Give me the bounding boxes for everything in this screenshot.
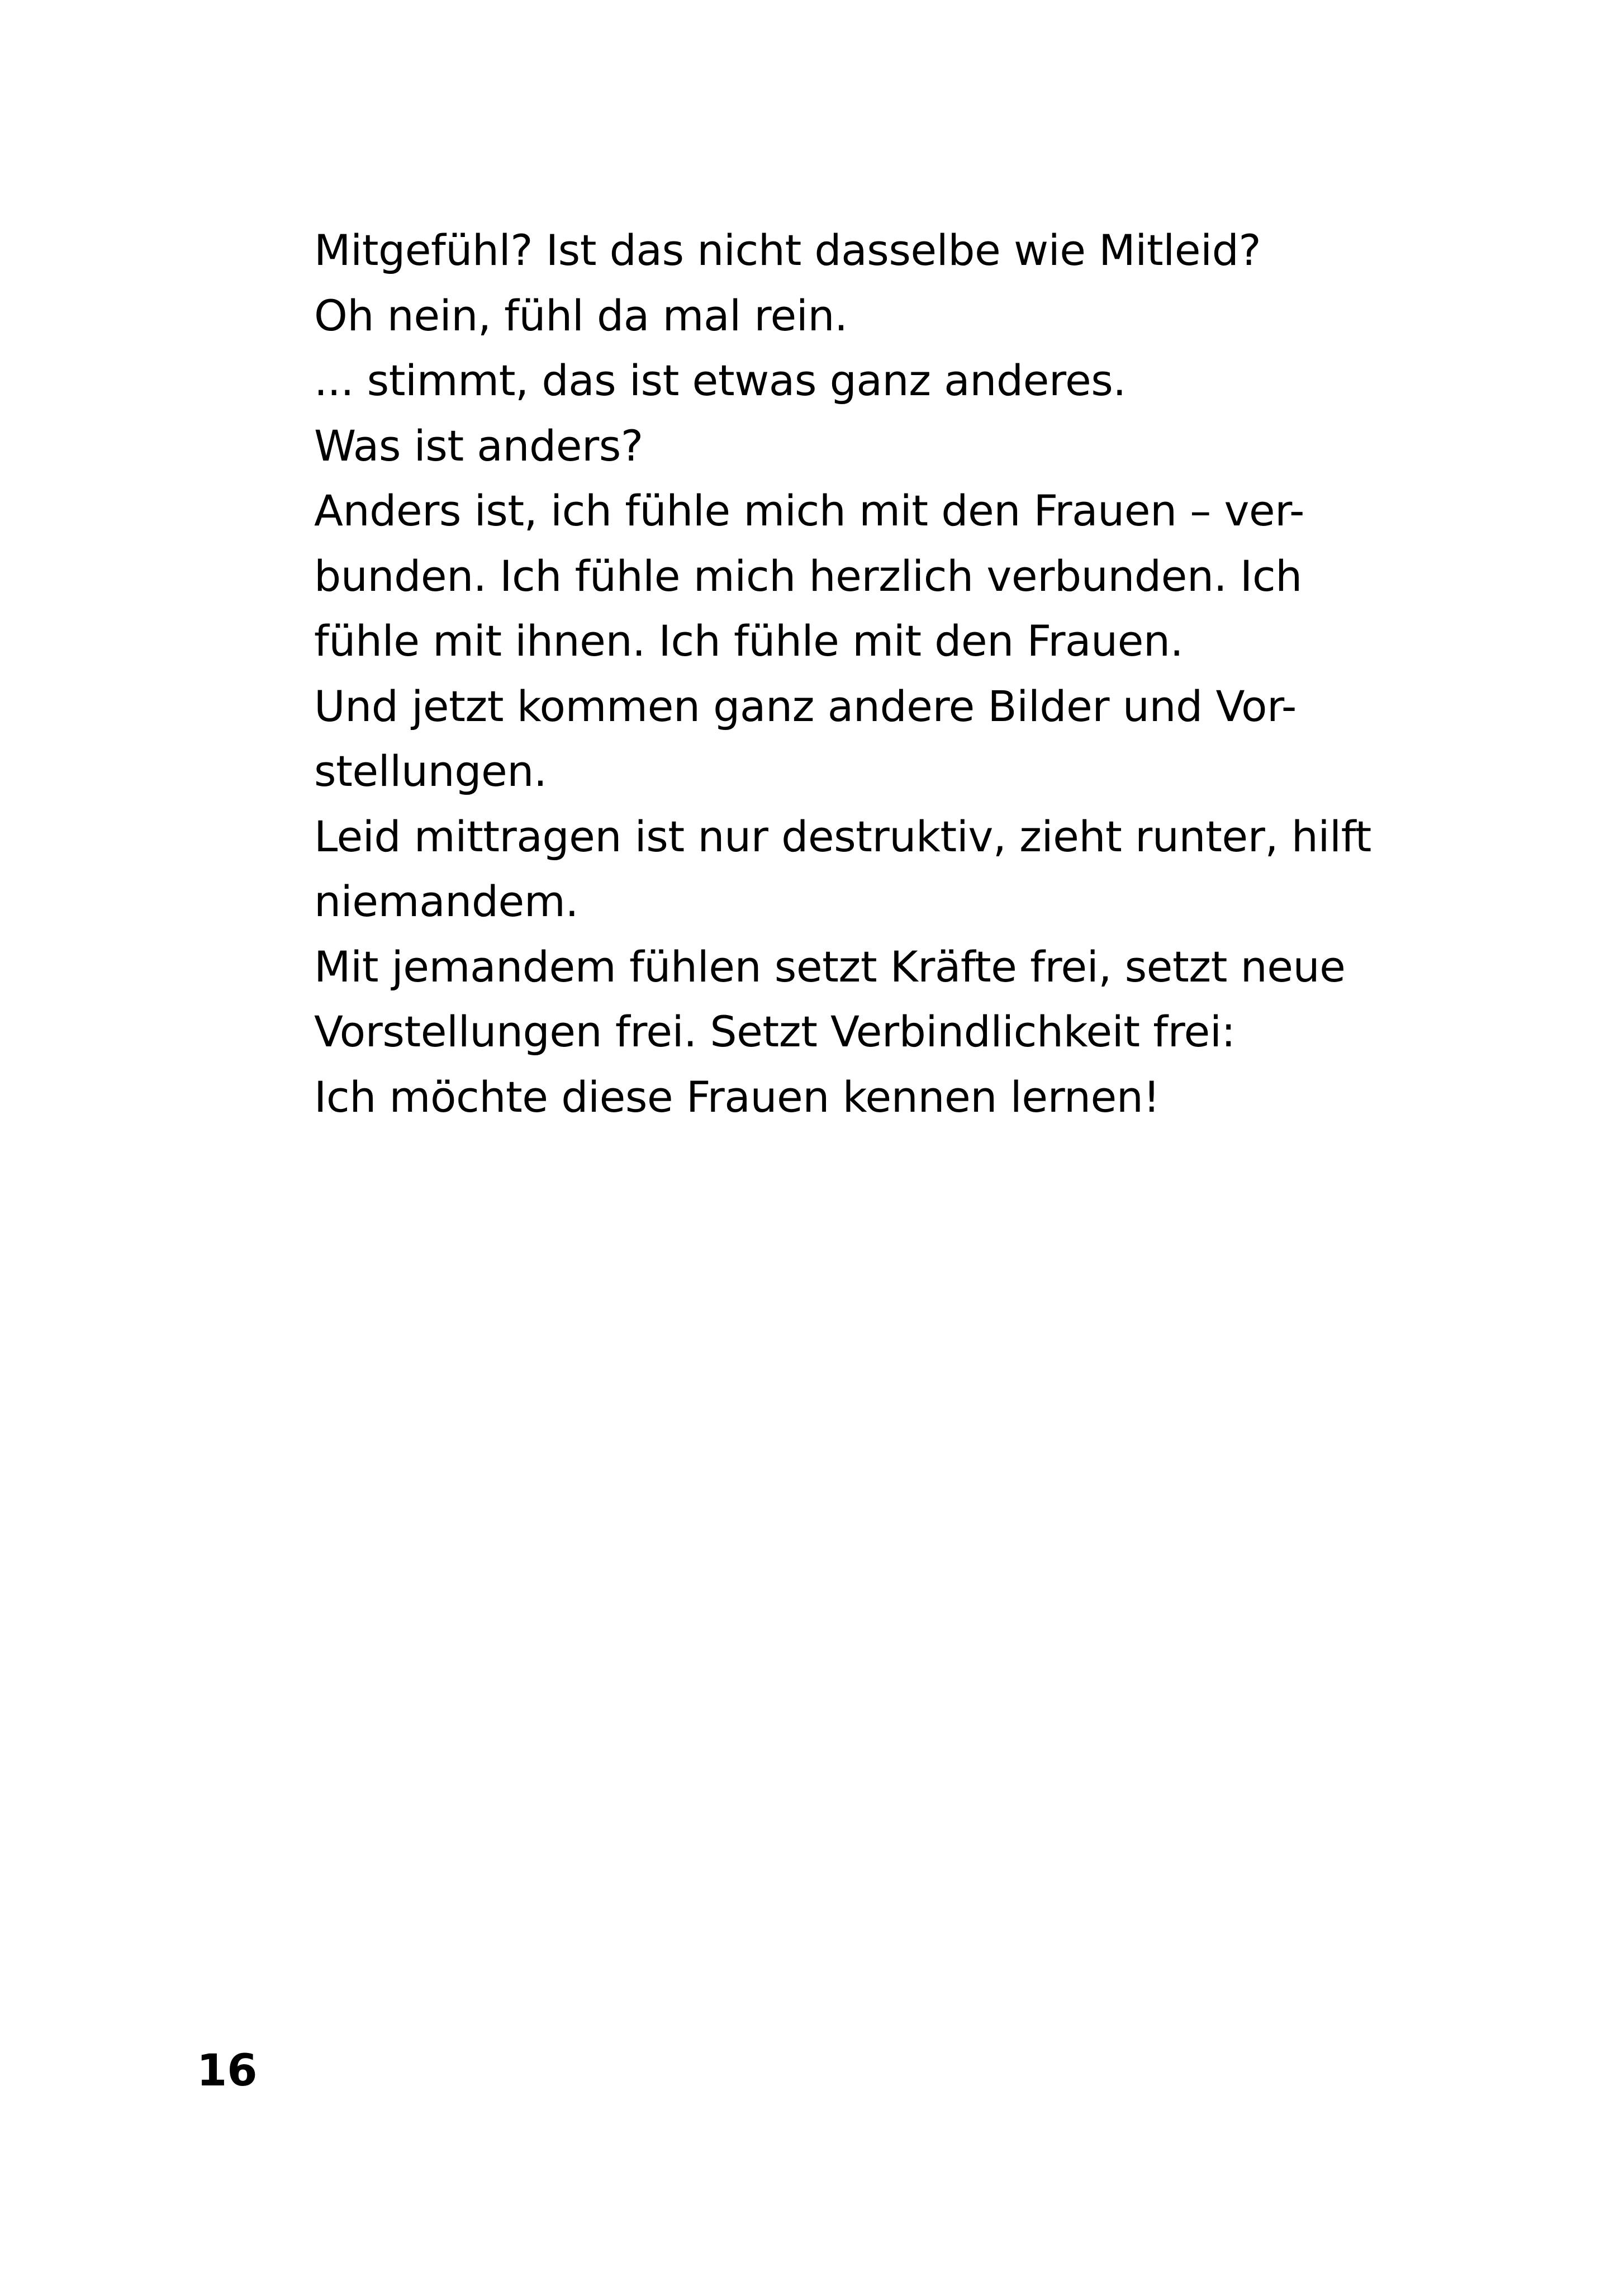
text-line: Oh nein, fühl da mal rein. (314, 290, 848, 340)
text-line: Anders ist, ich fühle mich mit den Frauen – ver- (314, 486, 1304, 535)
text-line: niemandem. (314, 876, 579, 926)
text-line: Leid mittragen ist nur destruktiv, zieht runter, hilft (314, 811, 1371, 861)
text-line: bunden. Ich fühle mich herzlich verbunden. Ich (314, 551, 1302, 601)
text-line: Ich möchte diese Frauen kennen lernen! (314, 1072, 1160, 1122)
text-line: ... stimmt, das ist etwas ganz anderes. (314, 355, 1126, 405)
text-line: Und jetzt kommen ganz andere Bilder und Vor- (314, 681, 1297, 731)
text-line: Vorstellungen frei. Setzt Verbindlichkeit frei: (314, 1007, 1236, 1056)
page-number: 16 (197, 2046, 258, 2096)
text-line: fühle mit ihnen. Ich fühle mit den Frauen. (314, 616, 1184, 666)
text-line: Mitgefühl? Ist das nicht dasselbe wie Mitleid? (314, 225, 1261, 275)
text-line: Mit jemandem fühlen setzt Kräfte frei, setzt neue (314, 941, 1346, 992)
text-line: stellungen. (314, 746, 547, 796)
text-line: Was ist anders? (314, 420, 643, 471)
body-text (314, 218, 1432, 1130)
